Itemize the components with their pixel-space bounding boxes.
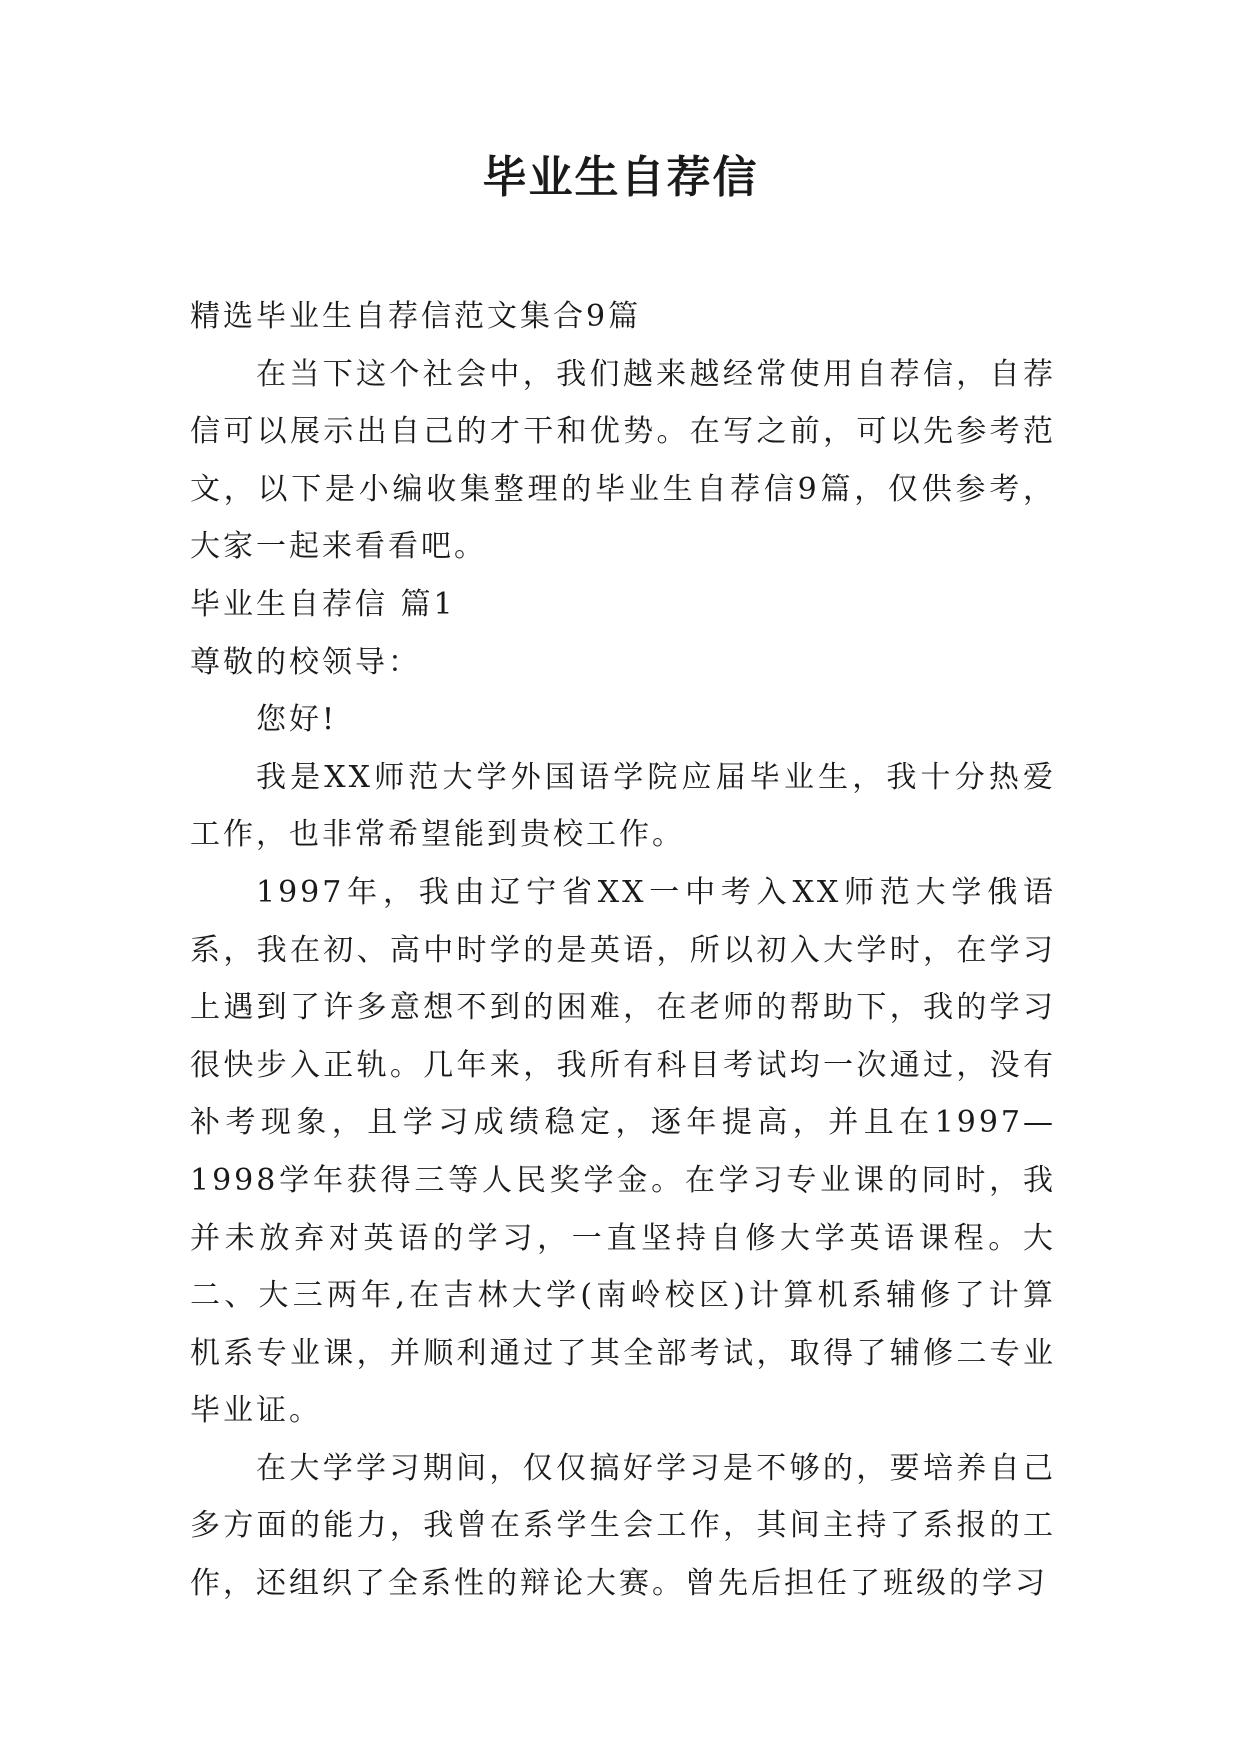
body-paragraph: 在大学学习期间，仅仅搞好学习是不够的，要培养自己多方面的能力，我曾在系学生会工作，其间主持了系报的工作，还组织了全系性的辩论大赛。曾先后担任了班级的学习 [190,1450,1056,1602]
section-heading: 毕业生自荐信 篇1 [190,586,456,622]
intro-heading: 精选毕业生自荐信范文集合9篇 [190,299,642,334]
body-paragraph: 我是XX师范大学外国语学院应届毕业生，我十分热爱工作，也非常希望能到贵校工作。 [190,759,1056,853]
document-title: 毕业生自荐信 [482,152,759,203]
greeting: 您好! [256,702,338,738]
document-body [190,288,1056,1613]
body-paragraph: 1997年，我由辽宁省XX一中考入XX师范大学俄语系，我在初、高中时学的是英语，所以初入大学时，在学习上遇到了许多意想不到的困难，在老师的帮助下，我的学习很快步入正轨。几年来，我所有科目考试均一次通过，没有补考现象，且学习成绩稳定，逐年提高，并且在1997—1998学年获得三等人民奖学金。在学习专业课的同时，我并未放弃对英语的学习，一直坚持自修大学英语课程。大二、大三两年,在吉林大学(南岭校区)计算机系辅修了计算机系专业课，并顺利通过了其全部考试，取得了辅修二专业毕业证。 [190,874,1056,1429]
intro-paragraph: 在当下这个社会中，我们越来越经常使用自荐信，自荐信可以展示出自己的才干和优势。在写之前，可以先参考范文，以下是小编收集整理的毕业生自荐信9篇，仅供参考，大家一起来看看吧。 [190,356,1056,565]
salutation: 尊敬的校领导： [190,644,421,680]
